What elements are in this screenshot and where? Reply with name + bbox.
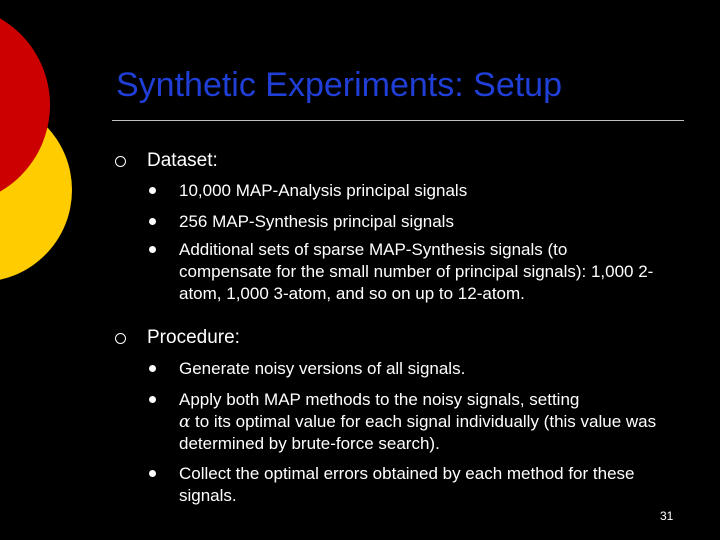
bullet-dot-icon <box>149 218 156 225</box>
title-divider <box>112 120 684 121</box>
page-number: 31 <box>660 509 674 523</box>
bullet-dot-icon <box>149 246 156 253</box>
section-bullet-icon <box>115 156 126 167</box>
bullet-dot-icon <box>149 470 156 477</box>
section-label: Procedure: <box>147 327 240 348</box>
list-item: Collect the optimal errors obtained by each method for these signals. <box>179 464 635 505</box>
list-item: Generate noisy versions of all signals. <box>179 359 466 378</box>
bullet-dot-icon <box>149 187 156 194</box>
bullet-dot-icon <box>149 365 156 372</box>
alpha-symbol: α <box>179 412 191 432</box>
list-item: 10,000 MAP-Analysis principal signals <box>179 181 468 200</box>
bullet-dot-icon <box>149 396 156 403</box>
list-item: Additional sets of sparse MAP-Synthesis signals (to compensate for the small number of principal signals): 1,000 2-atom, 1,000 3-atom, and so on up to 12-atom. <box>179 240 654 303</box>
list-item: Apply both MAP methods to the noisy signals, setting α to its optimal value for each signal individually (this value was determined by brute-force search). <box>179 390 657 453</box>
section-label: Dataset: <box>147 150 218 171</box>
slide-title: Synthetic Experiments: Setup <box>116 66 563 104</box>
section-bullet-icon <box>115 333 126 344</box>
list-item: 256 MAP-Synthesis principal signals <box>179 212 454 231</box>
